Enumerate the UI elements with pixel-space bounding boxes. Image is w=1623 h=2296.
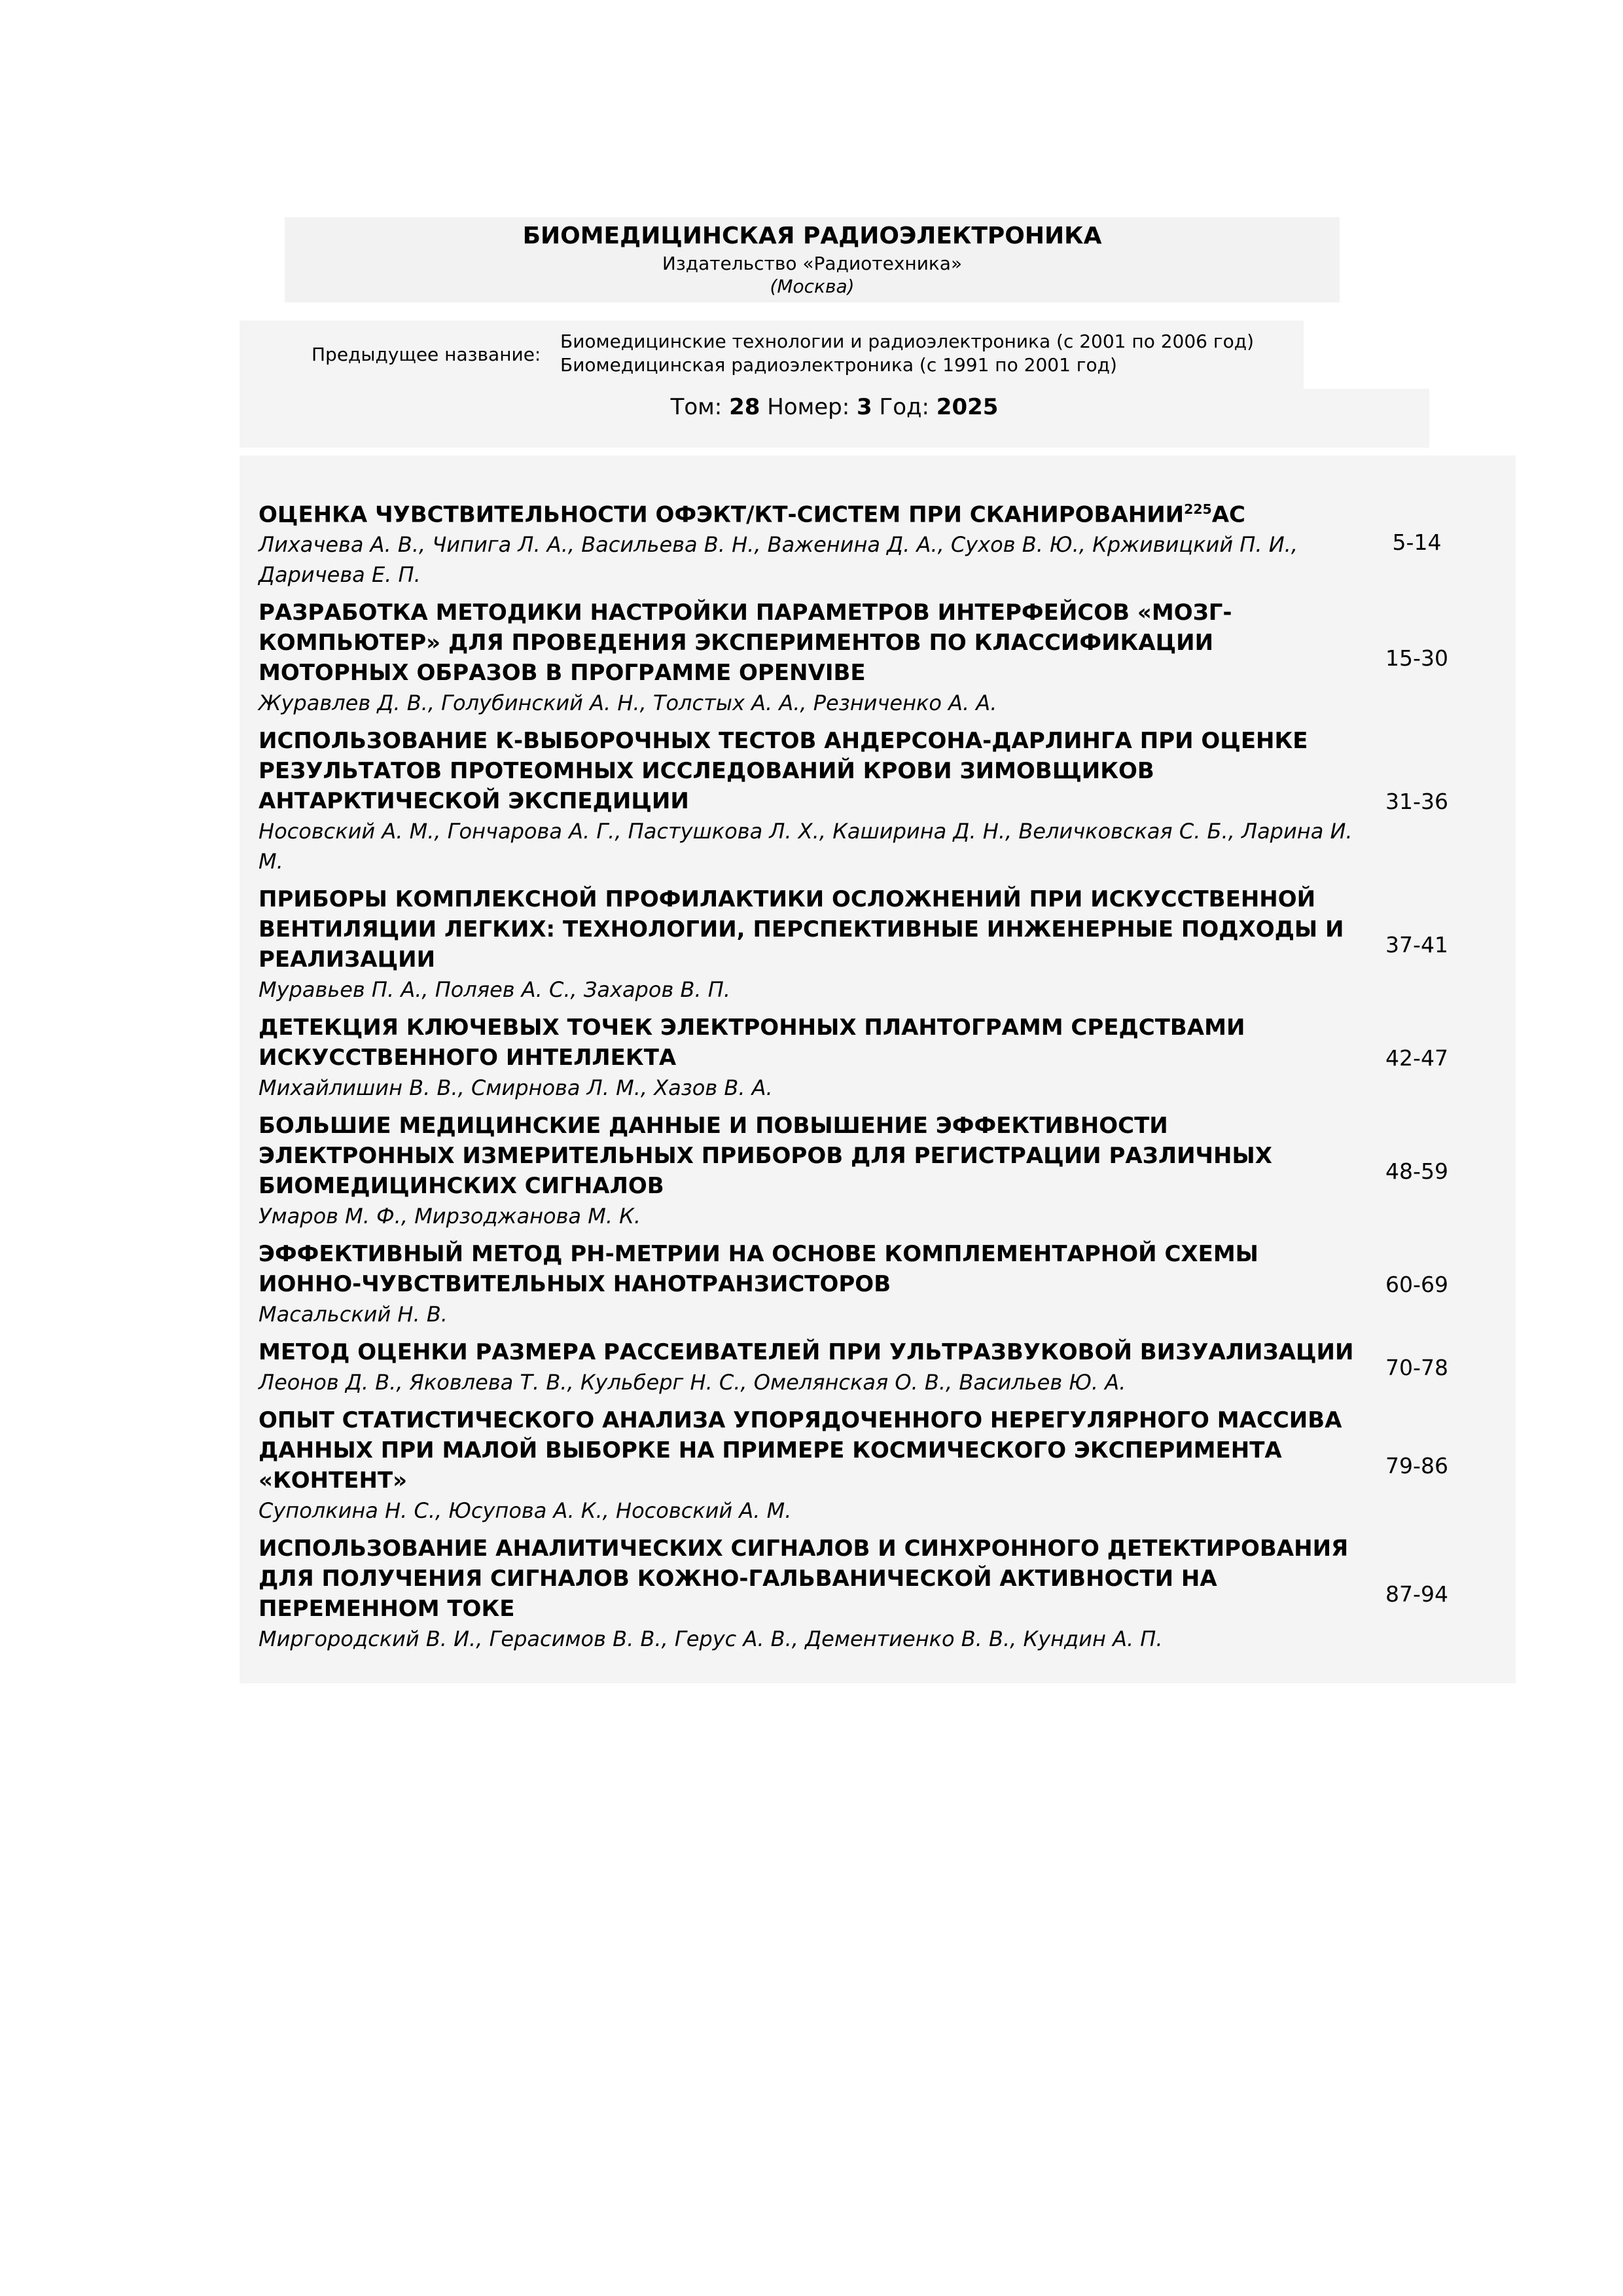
toc-entry <box>259 1013 1495 1103</box>
article-title-link[interactable]: ОПЫТ СТАТИСТИЧЕСКОГО АНАЛИЗА УПОРЯДОЧЕННОГО НЕРЕГУЛЯРНОГО МАССИВА ДАННЫХ ПРИ МАЛОЙ ВЫБОРКЕ НА ПРИМЕРЕ КОСМИЧЕСКОГО ЭКСПЕРИМЕНТА «КОНТЕНТ» <box>259 1407 1342 1494</box>
title-superscript: 225 <box>1184 501 1212 517</box>
article-authors: Суполкина Н. С., Юсупова А. К., Носовский А. М. <box>259 1498 792 1524</box>
article-pages: 37-41 <box>1385 931 1448 958</box>
article-title-link[interactable] <box>259 494 1358 529</box>
toc-entry-main <box>259 494 1358 590</box>
table-of-contents <box>259 494 1495 1662</box>
article-title-link[interactable]: ЭФФЕКТИВНЫЙ МЕТОД PH-МЕТРИИ НА ОСНОВЕ КОМПЛЕМЕНТАРНОЙ СХЕМЫ ИОННО-ЧУВСТВИТЕЛЬНЫХ НАНОТРАНЗИСТОРОВ <box>259 1241 1258 1298</box>
volume-label: Том: <box>670 394 722 420</box>
article-authors: Миргородский В. И., Герасимов В. В., Герус А. В., Дементиенко В. В., Кундин А. П. <box>259 1626 1163 1652</box>
toc-entry-main <box>259 1534 1358 1654</box>
article-title-link[interactable]: ИСПОЛЬЗОВАНИЕ К-ВЫБОРОЧНЫХ ТЕСТОВ АНДЕРСОНА-ДАРЛИНГА ПРИ ОЦЕНКЕ РЕЗУЛЬТАТОВ ПРОТЕОМНЫХ ИССЛЕДОВАНИЙ КРОВИ ЗИМОВЩИКОВ АНТАРКТИЧЕСКОЙ ЭКСПЕДИЦИИ <box>259 728 1308 815</box>
journal-header <box>285 217 1340 302</box>
year-value: 2025 <box>936 394 999 420</box>
toc-entry <box>259 598 1495 718</box>
article-pages: 48-59 <box>1385 1158 1448 1184</box>
article-title-link[interactable]: ПРИБОРЫ КОМПЛЕКСНОЙ ПРОФИЛАКТИКИ ОСЛОЖНЕНИЙ ПРИ ИСКУССТВЕННОЙ ВЕНТИЛЯЦИИ ЛЕГКИХ: ТЕХНОЛОГИИ, ПЕРСПЕКТИВНЫЕ ИНЖЕНЕРНЫЕ ПОДХОДЫ И РЕАЛИЗАЦИИ <box>259 886 1344 973</box>
article-pages: 15-30 <box>1385 645 1448 671</box>
article-pages: 60-69 <box>1385 1271 1448 1297</box>
article-title-link[interactable]: БОЛЬШИЕ МЕДИЦИНСКИЕ ДАННЫЕ И ПОВЫШЕНИЕ ЭФФЕКТИВНОСТИ ЭЛЕКТРОННЫХ ИЗМЕРИТЕЛЬНЫХ ПРИБОРОВ ДЛЯ РЕГИСТРАЦИИ РАЗЛИЧНЫХ БИОМЕДИЦИНСКИХ СИГНАЛОВ <box>259 1113 1272 1200</box>
previous-names-box <box>240 321 1304 389</box>
article-pages: 42-47 <box>1385 1045 1448 1071</box>
toc-entry-main <box>259 726 1358 876</box>
toc-entry-main <box>259 1013 1358 1103</box>
number-value: 3 <box>857 394 872 420</box>
issue-line <box>240 389 1429 420</box>
article-authors: Журавлев Д. В., Голубинский А. Н., Толстых А. А., Резниченко А. А. <box>259 691 997 716</box>
journal-title: БИОМЕДИЦИНСКАЯ РАДИОЭЛЕКТРОНИКА <box>522 223 1102 249</box>
year-label: Год: <box>879 394 929 420</box>
toc-entry <box>259 1111 1495 1231</box>
issue-info <box>240 389 1429 448</box>
previous-names-list <box>560 330 1254 378</box>
title-suffix: AC <box>1211 501 1245 528</box>
article-authors: Леонов Д. В., Яковлева Т. В., Кульберг Н. С., Омелянская О. В., Васильев Ю. А. <box>259 1370 1126 1395</box>
toc-entry <box>259 884 1495 1005</box>
article-pages: 31-36 <box>1385 788 1448 814</box>
article-title-link[interactable]: РАЗРАБОТКА МЕТОДИКИ НАСТРОЙКИ ПАРАМЕТРОВ ИНТЕРФЕЙСОВ «МОЗГ-КОМПЬЮТЕР» ДЛЯ ПРОВЕДЕНИЯ ЭКСПЕРИМЕНТОВ ПО КЛАССИФИКАЦИИ МОТОРНЫХ ОБРАЗОВ В ПРОГРАММЕ OPENVIBE <box>259 600 1232 687</box>
toc-entry <box>259 494 1495 590</box>
toc-divider <box>240 448 1516 456</box>
toc-entry <box>259 1239 1495 1329</box>
article-pages: 87-94 <box>1385 1581 1448 1607</box>
toc-entry-main <box>259 884 1358 1005</box>
toc-entry <box>259 726 1495 876</box>
toc-entry-main <box>259 1337 1358 1397</box>
toc-entry <box>259 1405 1495 1526</box>
article-authors: Михайлишин В. В., Смирнова Л. М., Хазов В. А. <box>259 1075 773 1101</box>
previous-name: Биомедицинская радиоэлектроника (с 1991 по 2001 год) <box>560 354 1117 376</box>
article-pages: 70-78 <box>1385 1354 1448 1380</box>
previous-names-label: Предыдущее название: <box>312 344 541 365</box>
toc-entry-main <box>259 1405 1358 1526</box>
publisher: Издательство «Радиотехника» <box>662 252 963 274</box>
toc-entry <box>259 1337 1495 1397</box>
previous-name: Биомедицинские технологии и радиоэлектроника (с 2001 по 2006 год) <box>560 331 1255 352</box>
article-title-link[interactable]: ДЕТЕКЦИЯ КЛЮЧЕВЫХ ТОЧЕК ЭЛЕКТРОННЫХ ПЛАНТОГРАММ СРЕДСТВАМИ ИСКУССТВЕННОГО ИНТЕЛЛЕКТА <box>259 1014 1245 1071</box>
article-authors: Носовский А. М., Гончарова А. Г., Пастушкова Л. Х., Каширина Д. Н., Величковская С. Б., Ларина И. М. <box>259 819 1353 874</box>
article-title: ОЦЕНКА ЧУВСТВИТЕЛЬНОСТИ ОФЭКТ/КТ-СИСТЕМ ПРИ СКАНИРОВАНИИ <box>259 501 1185 528</box>
number-label: Номер: <box>767 394 850 420</box>
toc-entry-main <box>259 1239 1358 1329</box>
article-authors: Умаров М. Ф., Мирзоджанова М. К. <box>259 1204 641 1229</box>
article-pages: 5-14 <box>1392 529 1442 555</box>
toc-entry <box>259 1534 1495 1654</box>
article-pages: 79-86 <box>1385 1452 1448 1479</box>
city: (Москва) <box>770 275 855 297</box>
article-title-link[interactable]: ИСПОЛЬЗОВАНИЕ АНАЛИТИЧЕСКИХ СИГНАЛОВ И СИНХРОННОГО ДЕТЕКТИРОВАНИЯ ДЛЯ ПОЛУЧЕНИЯ СИГНАЛОВ КОЖНО-ГАЛЬВАНИЧЕСКОЙ АКТИВНОСТИ НА ПЕРЕМЕННОМ ТОКЕ <box>259 1535 1349 1623</box>
volume-value: 28 <box>729 394 760 420</box>
article-authors: Лихачева А. В., Чипига Л. А., Васильева В. Н., Важенина Д. А., Сухов В. Ю., Крживицкий П. И., Даричева Е. П. <box>259 532 1298 588</box>
toc-entry-main <box>259 1111 1358 1231</box>
article-authors: Муравьев П. А., Поляев А. С., Захаров В. П. <box>259 977 730 1003</box>
article-authors: Масальский Н. В. <box>259 1302 448 1327</box>
article-title-link[interactable]: МЕТОД ОЦЕНКИ РАЗМЕРА РАССЕИВАТЕЛЕЙ ПРИ УЛЬТРАЗВУКОВОЙ ВИЗУАЛИЗАЦИИ <box>259 1339 1354 1366</box>
toc-entry-main <box>259 598 1358 718</box>
